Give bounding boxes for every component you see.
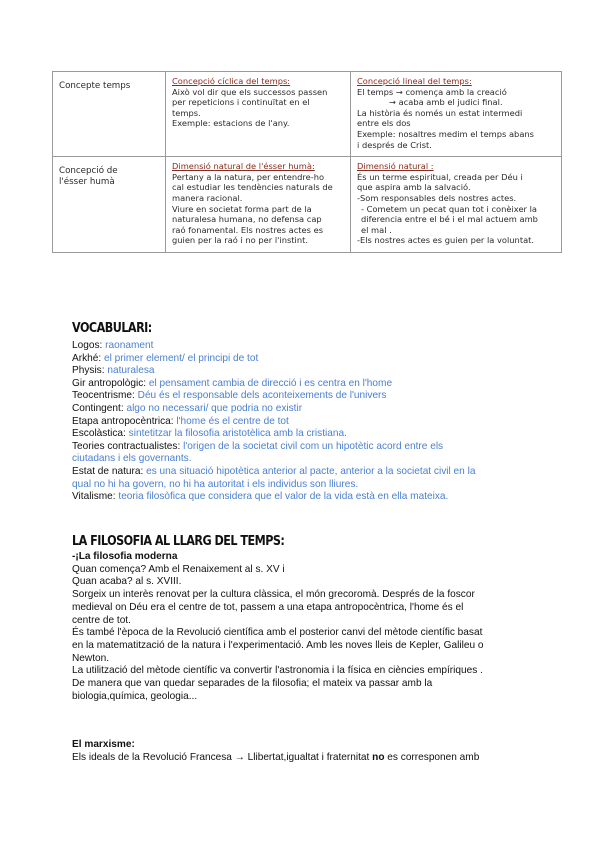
cell-line: - Cometem un pecat quan tot i conèixer la [361,203,537,214]
vocab-definition: sintetitzar la filosofia aristotèlica amb la cristiana. [128,428,347,440]
cell-line: -Som responsables dels nostres actes. [357,192,517,203]
vocab-definition: Déu és el responsable dels aconteixements de l'univers [137,390,387,402]
cell-line: → acaba amb el judici final. [389,97,503,108]
history-heading: LA FILOSOFIA AL LLARG DEL TEMPS: [72,534,285,549]
vocab-definition-continued: qual no hi ha govern, no hi ha autoritat i els individus son lliures. [72,478,359,490]
paragraph-line: És també l'època de la Revolució científica amb el posterior canvi del mètode científic basat [72,627,483,639]
paragraph-line: Newton. [72,652,110,664]
row-header-line: Concepció de [59,166,118,177]
vocab-definition: raonament [105,340,154,351]
row-header-line: l'ésser humà [59,177,115,188]
vocab-term: Logos: [72,340,103,351]
linear-time-title: Concepció lineal del temps: [357,76,472,86]
vocab-definition: es una situació hipotètica anterior al pacte, anterior a la societat civil en la [146,465,476,477]
cell-line: naturalesa humana, no defensa cap [172,214,322,225]
vocab-definition-continued: ciutadans i els governants. [72,453,192,465]
paragraph-line: biologia,química, geologia... [72,690,198,702]
paragraph-line: Quan acaba? al s. XVIII. [72,576,182,588]
cell-line: Exemple: nosaltres medim el temps abans [357,128,534,139]
list-item [72,466,532,479]
vocab-term: Teocentrisme: [72,390,135,402]
vocab-definition: teoria filosòfica que considera que el valor de la vida està en ella mateixa. [118,491,449,503]
vocab-definition: algo no necessari/ que podria no existir [126,402,303,414]
cell-line: entre els dos [357,118,411,129]
vocab-definition: el primer element/ el principi de tot [104,352,259,364]
vocab-term: Contingent: [72,402,124,414]
cell-line: Viure en societat forma part de la [172,203,312,214]
cell-line: temps. [172,107,201,118]
paragraph-line [72,752,542,765]
linear-time-cell [351,72,562,157]
cyclic-time-cell [166,72,351,157]
vocab-term: Vitalisme: [72,491,116,503]
cell-line: La història és només un estat intermedi [357,107,523,118]
spiritual-dimension-title: Dimensió natural : [357,161,434,172]
vocab-term: Gir antropològic: [72,377,147,389]
cell-line: guien per la raó i no per l'instint. [172,235,308,246]
paragraph-line: centre de tot. [72,614,131,626]
marxism-title: El marxisme: [72,739,135,750]
vocab-term: Arkhé: [72,352,102,364]
vocab-term: Physis: [72,365,105,377]
cell-line: El temps → comença amb la creació [357,86,507,97]
cell-line: cal estudiar les tendències naturals de [172,182,333,193]
cell-line: Pertany a la natura, per entendre-ho [172,171,325,182]
list-item [72,416,532,429]
natural-dimension-title: Dimensió natural de l'ésser humà: [172,161,315,172]
natural-dimension-cell [166,157,351,253]
paragraph-line: La utilització del mètode científic va convertir l'astronomia i la física en ciències empíriques . [72,665,483,677]
concepts-table [52,71,562,253]
text-run: es corresponen amb [384,751,480,763]
cell-line: per repeticions i continuïtat en el [172,97,310,108]
row-header-human [53,157,166,253]
paragraph-line: De manera que van quedar separades de la filosofia; el mateix va passar amb la [72,678,433,690]
cell-line: el mal . [361,224,392,235]
list-item [72,378,532,391]
history-subtitle: -¡La filosofia moderna [72,551,178,562]
vocab-term: Escolàstica: [72,428,126,440]
paragraph-line: Sorgeix un interès renovat per la cultura clàssica, el món grecoromà. Després de la foscor [72,589,475,601]
list-item [72,403,532,416]
cell-line: És un terme espiritual, creada per Déu i [357,171,523,182]
cyclic-time-title: Concepció cíclica del temps: [172,76,291,86]
list-item [72,340,532,353]
vocab-term: Estat de natura: [72,465,144,477]
cell-line: raó fonamental. Els nostres actes es [172,224,324,235]
vocabulary-list [72,340,532,504]
cell-line: diferencia entre el bé i el mal actuem amb [361,214,538,225]
list-item [72,491,532,504]
paragraph-line: en la matematització de la natura i l'experimentació. Amb les noves lleis de Kepler, Galileu o [72,639,484,651]
cell-line: Això vol dir que els successos passen [172,86,328,97]
emphasis-text: no [372,751,385,763]
history-section [72,551,542,703]
cell-line: que aspira amb la salvació. [357,182,471,193]
vocab-definition: l'origen de la societat civil com un hipotètic acord entre els [183,440,444,452]
cell-line: -Els nostres actes es guien per la voluntat. [357,235,535,246]
spiritual-dimension-cell [351,157,562,253]
list-item [72,353,532,366]
list-item [72,390,532,403]
cell-line: manera racional. [172,192,243,203]
vocab-definition: naturalesa [107,365,155,377]
vocab-term: Teories contractualistes: [72,440,181,452]
table-row [53,157,562,253]
vocab-definition: el pensament cambia de direcció i es centra en l'home [148,377,393,389]
list-item [72,365,532,378]
vocab-definition: l'home és el centre de tot [176,415,289,427]
paragraph-line: medieval on Déu era el centre de tot, passem a una etapa antropocèntrica, l'home és el [72,601,464,613]
cell-line: Exemple: estacions de l'any. [172,118,290,129]
row-header-time: Concepte temps [53,72,166,157]
vocabulary-heading: VOCABULARI: [72,321,152,336]
text-run: Els ideals de la Revolució Francesa → Llibertat,igualtat i fraternitat [72,751,373,763]
list-item [72,441,532,454]
paragraph-line: Quan comença? Amb el Renaixement al s. XV i [72,563,285,575]
list-item [72,428,532,441]
vocab-term: Etapa antropocèntrica: [72,415,174,427]
marxism-section [72,739,542,764]
table-row [53,72,562,157]
cell-line: i després de Crist. [357,139,432,150]
